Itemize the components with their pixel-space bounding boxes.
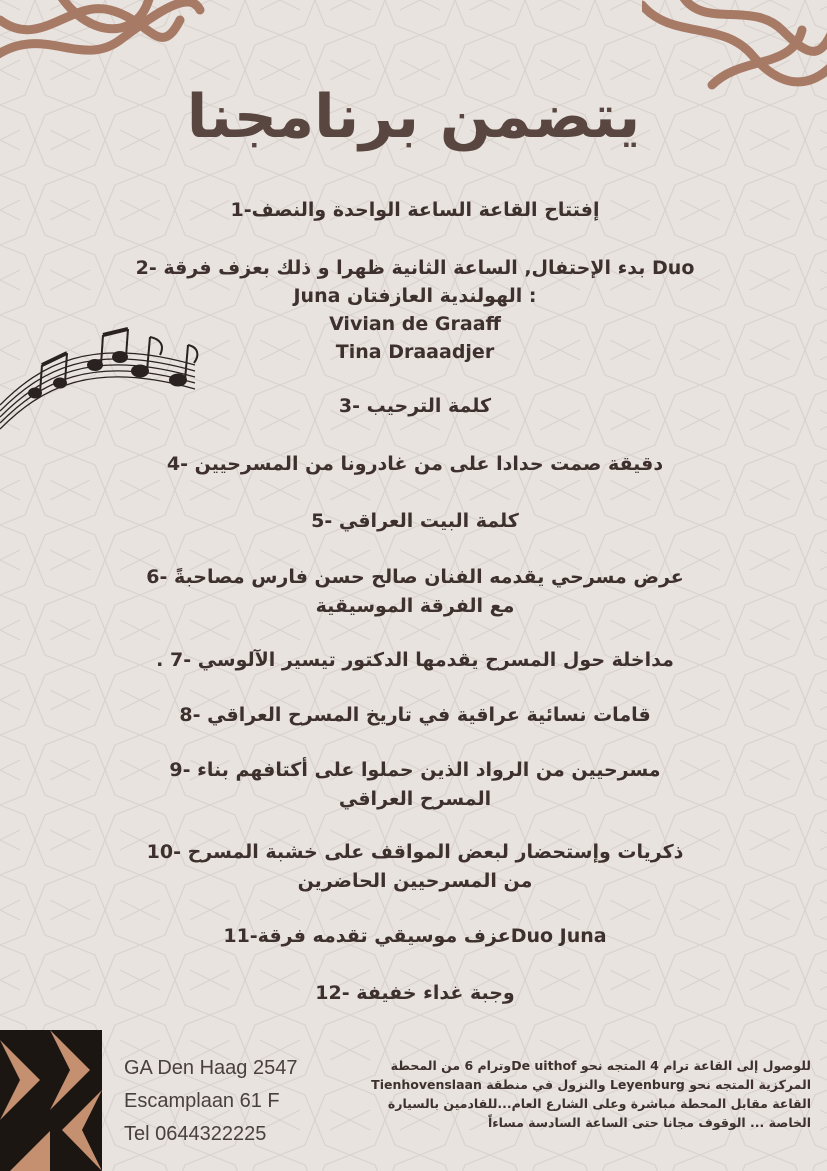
program-item-line: مسرحيين من الرواد الذين حملوا على أكتافهم بناء -9 (169, 759, 661, 781)
directions-line: للوصول إلى القاعة ترام 4 المتجه نحو De uithofوترام 6 من المحطة (390, 1058, 811, 1073)
program-item-line: Duo Junaعزف موسيقي تقدمه فرقة-11 (223, 925, 607, 947)
address-line: Escamplaan 61 F (124, 1090, 280, 1112)
directions-text (351, 1056, 811, 1132)
program-item-line: : الهولندية العازفتان Juna (293, 285, 537, 307)
phone-line: Tel 0644322225 (124, 1123, 267, 1145)
program-item (110, 563, 720, 621)
program-item-line: كلمة البيت العراقي -5 (311, 510, 519, 532)
program-item (110, 646, 720, 675)
program-item-line: عرض مسرحي يقدمه الفنان صالح حسن فارس مصاحبةً -6 (146, 566, 684, 588)
page-title: يتضمن برنامجنا (186, 82, 641, 152)
program-item (110, 756, 720, 814)
program-item-line: إفتتاح القاعة الساعة الواحدة والنصف-1 (230, 199, 600, 221)
program-item (110, 507, 720, 536)
program-item (110, 450, 720, 479)
address-block (124, 1052, 297, 1151)
program-item (110, 254, 720, 366)
program-item-line: Tina Draaadjer (335, 341, 495, 363)
corner-ornament-right (642, 0, 827, 92)
program-item-line: وجبة غداء خفيفة -12 (315, 982, 515, 1004)
program-item (110, 979, 720, 1008)
program-item (110, 392, 720, 421)
directions-line: الخاصة ... الوقوف مجانا حتى الساعة السادسة مساءاً (487, 1115, 811, 1130)
corner-ornament-left (0, 0, 215, 80)
program-item-line: Vivian de Graaff (329, 313, 501, 335)
program-item-line: المسرح العراقي (338, 788, 492, 810)
program-item-line: كلمة الترحيب -3 (338, 395, 492, 417)
program-item-line: من المسرحيين الحاضرين (297, 870, 533, 892)
directions-line: المركزية المتجه نحو Leyenburg والنزول في منطقة Tienhovenslaan (371, 1077, 811, 1092)
program-item-line: ذكريات وإستحضار لبعض المواقف على خشبة المسرح -10 (146, 841, 684, 863)
geometric-star-block (0, 1030, 102, 1171)
program-item-line: Duo بدء الإحتفال, الساعة الثانية ظهرا و ذلك بعزف فرقة -2 (135, 257, 695, 279)
address-line: GA Den Haag 2547 (124, 1057, 298, 1079)
directions-line: القاعة مقابل المحطة مباشرة وعلى الشارع العام...للقادمين بالسيارة (387, 1096, 811, 1111)
program-item (110, 838, 720, 896)
program-item-line: مع الفرقة الموسيقية (315, 595, 515, 617)
program-item (110, 922, 720, 951)
program-item (110, 701, 720, 730)
program-item-line: دقيقة صمت حدادا على من غادرونا من المسرحيين -4 (166, 453, 664, 475)
program-item-line: قامات نسائية عراقية في تاريخ المسرح العراقي -8 (179, 704, 651, 726)
program-item-line: مداخلة حول المسرح يقدمها الدكتور تيسير الآلوسي -7 . (156, 649, 674, 671)
program-item (110, 196, 720, 225)
